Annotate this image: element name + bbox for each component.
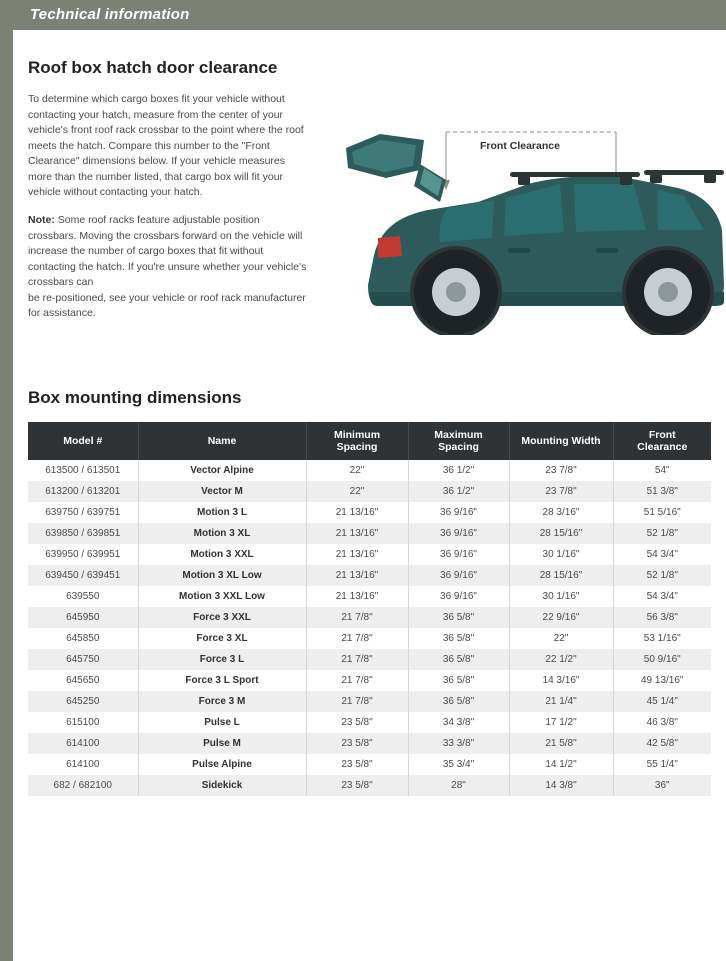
cell-value: 21 13/16" <box>306 565 408 586</box>
cell-value: 46 3/8" <box>646 717 678 728</box>
cell-value: 21 13/16" <box>306 586 408 607</box>
cell-value: 21 7/8" <box>306 607 408 628</box>
table-row <box>28 544 711 565</box>
cell-value: 21 1/4" <box>509 691 613 712</box>
table-row <box>28 712 711 733</box>
cell-value: 21 13/16" <box>306 523 408 544</box>
cell-model-number: 639550 <box>28 586 138 607</box>
cell-value: 22" <box>306 481 408 502</box>
cell-value: 21 7/8" <box>306 691 408 712</box>
table-header-cell-1 <box>138 422 306 460</box>
cell-name: Pulse Alpine <box>138 754 306 775</box>
table-row <box>28 481 711 502</box>
cell-value: 28 15/16" <box>509 565 613 586</box>
cell-value: 36 5/8" <box>408 628 509 649</box>
cell-model-number: 639950 / 639951 <box>28 544 138 565</box>
cell-model-number: 615100 <box>28 712 138 733</box>
cell-value: 51 5/16" <box>643 507 681 518</box>
cell-name: Force 3 L <box>138 649 306 670</box>
note-body: Some roof racks feature adjustable position crossbars. Moving the crossbars forward on the vehicle will increase the number of cargo boxes that fit without contacting the hatch. If you're unsure whether your vehicle's crossbars can <box>28 214 307 288</box>
table-header-text: Front <box>648 429 676 441</box>
cell-value: 54 3/4" <box>646 549 678 560</box>
cell-value: 28" <box>408 775 509 796</box>
cell-value: 36 1/2" <box>408 481 509 502</box>
table-header-text: Spacing <box>336 441 378 453</box>
cell-value: 23 5/8" <box>306 775 408 796</box>
table-row <box>28 565 711 586</box>
cell-value: 36 1/2" <box>408 460 509 481</box>
note-label: Note: <box>28 214 55 226</box>
cell-model-number: 639750 / 639751 <box>28 502 138 523</box>
table-row <box>28 460 711 481</box>
cell-value: 36" <box>654 780 670 791</box>
page-header-title: Technical information <box>30 6 190 23</box>
cell-value: 22 9/16" <box>509 607 613 628</box>
cell-value: 54" <box>654 465 670 476</box>
table-header-text: Name <box>207 435 237 447</box>
box-mounting-dimensions-table <box>28 422 711 796</box>
cell-value: 42 5/8" <box>646 738 678 749</box>
cell-value: 52 1/8" <box>646 570 678 581</box>
cell-name: Vector Alpine <box>138 460 306 481</box>
cell-name: Force 3 L Sport <box>138 670 306 691</box>
cell-value: 23 5/8" <box>306 754 408 775</box>
table-header <box>28 422 711 460</box>
cell-value: 14 1/2" <box>509 754 613 775</box>
cell-value: 36 5/8" <box>408 691 509 712</box>
table-header-row <box>28 422 711 460</box>
table-row <box>28 523 711 544</box>
cell-name: Vector M <box>138 481 306 502</box>
cell-value: 36 5/8" <box>408 649 509 670</box>
cell-model-number: 682 / 682100 <box>28 775 138 796</box>
table-header-text: Maximum <box>434 429 483 441</box>
cell-value: 14 3/8" <box>509 775 613 796</box>
table-row <box>28 586 711 607</box>
cell-value: 54 3/4" <box>646 591 678 602</box>
cell-value: 22" <box>509 628 613 649</box>
table-row <box>28 502 711 523</box>
cell-value: 22 1/2" <box>509 649 613 670</box>
cell-value: 52 1/8" <box>646 528 678 539</box>
cell-value: 55 1/4" <box>646 759 678 770</box>
table-header-text: Minimum <box>333 429 381 441</box>
cell-name: Motion 3 XL <box>138 523 306 544</box>
table-header-text: Clearance <box>637 441 688 453</box>
cell-name: Pulse M <box>138 733 306 754</box>
cell-value: 21 7/8" <box>306 628 408 649</box>
cell-value: 30 1/16" <box>509 586 613 607</box>
cell-value: 36 9/16" <box>408 544 509 565</box>
table-row <box>28 733 711 754</box>
table-header-text: Model # <box>63 435 103 447</box>
section-title-hatch-clearance: Roof box hatch door clearance <box>28 58 278 77</box>
cell-model-number: 639850 / 639851 <box>28 523 138 544</box>
cell-value: 22" <box>306 460 408 481</box>
table-row <box>28 649 711 670</box>
section-title-box-mounting-dimensions: Box mounting dimensions <box>28 388 242 407</box>
cell-name: Motion 3 L <box>138 502 306 523</box>
cell-name: Motion 3 XL Low <box>138 565 306 586</box>
cell-value: 23 5/8" <box>306 712 408 733</box>
cell-value: 51 3/8" <box>646 486 678 497</box>
cell-name: Motion 3 XXL <box>138 544 306 565</box>
vehicle-illustration <box>328 80 726 385</box>
cell-model-number: 614100 <box>28 754 138 775</box>
cell-value: 36 9/16" <box>408 586 509 607</box>
hatch-clearance-paragraph: To determine which cargo boxes fit your vehicle without contacting your hatch, measure from the center of your vehicle's front roof rack crossbar to the point where the roof meets the hatch. Compare this number to the "Front Clearance" dimensions below. If your vehicle measures more than the number listed, that cargo box will fit your vehicle without contacting your hatch. <box>28 93 304 198</box>
table-body <box>28 460 711 796</box>
cell-model-number: 639450 / 639451 <box>28 565 138 586</box>
cell-value: 14 3/16" <box>509 670 613 691</box>
table-row <box>28 670 711 691</box>
cell-value: 33 3/8" <box>408 733 509 754</box>
left-accent-bar <box>0 0 13 961</box>
cell-value: 21 13/16" <box>306 544 408 565</box>
cell-value: 21 7/8" <box>306 670 408 691</box>
cell-value: 35 3/4" <box>408 754 509 775</box>
cell-value: 49 13/16" <box>641 675 684 686</box>
cell-value: 36 9/16" <box>408 565 509 586</box>
cell-value: 23 7/8" <box>509 460 613 481</box>
cell-model-number: 614100 <box>28 733 138 754</box>
table-header-text: Spacing <box>438 441 479 453</box>
cell-name: Motion 3 XXL Low <box>138 586 306 607</box>
cell-model-number: 645950 <box>28 607 138 628</box>
cell-model-number: 645750 <box>28 649 138 670</box>
cell-model-number: 645850 <box>28 628 138 649</box>
cell-value: 30 1/16" <box>509 544 613 565</box>
table-row <box>28 607 711 628</box>
table-header-cell-4 <box>509 422 613 460</box>
cell-value: 28 3/16" <box>509 502 613 523</box>
cell-value: 28 15/16" <box>509 523 613 544</box>
cell-value: 23 5/8" <box>306 733 408 754</box>
cell-value: 17 1/2" <box>509 712 613 733</box>
cell-value: 21 5/8" <box>509 733 613 754</box>
table-row <box>28 628 711 649</box>
table-row <box>28 691 711 712</box>
table-header-text: Mounting Width <box>521 435 601 447</box>
cell-model-number: 613200 / 613201 <box>28 481 138 502</box>
cell-value: 36 9/16" <box>408 523 509 544</box>
table-header-cell-3 <box>408 422 509 460</box>
cell-value: 23 7/8" <box>509 481 613 502</box>
table-header-cell-5 <box>613 422 711 460</box>
cell-name: Force 3 M <box>138 691 306 712</box>
cell-value: 53 1/16" <box>643 633 681 644</box>
cell-model-number: 645250 <box>28 691 138 712</box>
cell-value: 36 5/8" <box>408 607 509 628</box>
cell-value: 45 1/4" <box>646 696 678 707</box>
box-mounting-dimensions-table-wrap <box>28 422 711 796</box>
cell-value: 50 9/16" <box>643 654 681 665</box>
cell-name: Force 3 XL <box>138 628 306 649</box>
cell-model-number: 645650 <box>28 670 138 691</box>
table-row <box>28 775 711 796</box>
cell-value: 21 7/8" <box>306 649 408 670</box>
cell-name: Force 3 XXL <box>138 607 306 628</box>
cell-name: Pulse L <box>138 712 306 733</box>
front-clearance-label: Front Clearance <box>480 140 560 152</box>
hatch-clearance-note <box>28 213 310 322</box>
table-header-cell-2 <box>306 422 408 460</box>
table-header-cell-0 <box>28 422 138 460</box>
cell-value: 21 13/16" <box>306 502 408 523</box>
cell-value: 56 3/8" <box>646 612 678 623</box>
cell-value: 36 5/8" <box>408 670 509 691</box>
cell-value: 36 9/16" <box>408 502 509 523</box>
note-body-continued: be re-positioned, see your vehicle or roof rack manufacturer for assistance. <box>28 291 306 319</box>
cell-value: 34 3/8" <box>408 712 509 733</box>
cell-model-number: 613500 / 613501 <box>28 460 138 481</box>
table-row <box>28 754 711 775</box>
cell-name: Sidekick <box>138 775 306 796</box>
